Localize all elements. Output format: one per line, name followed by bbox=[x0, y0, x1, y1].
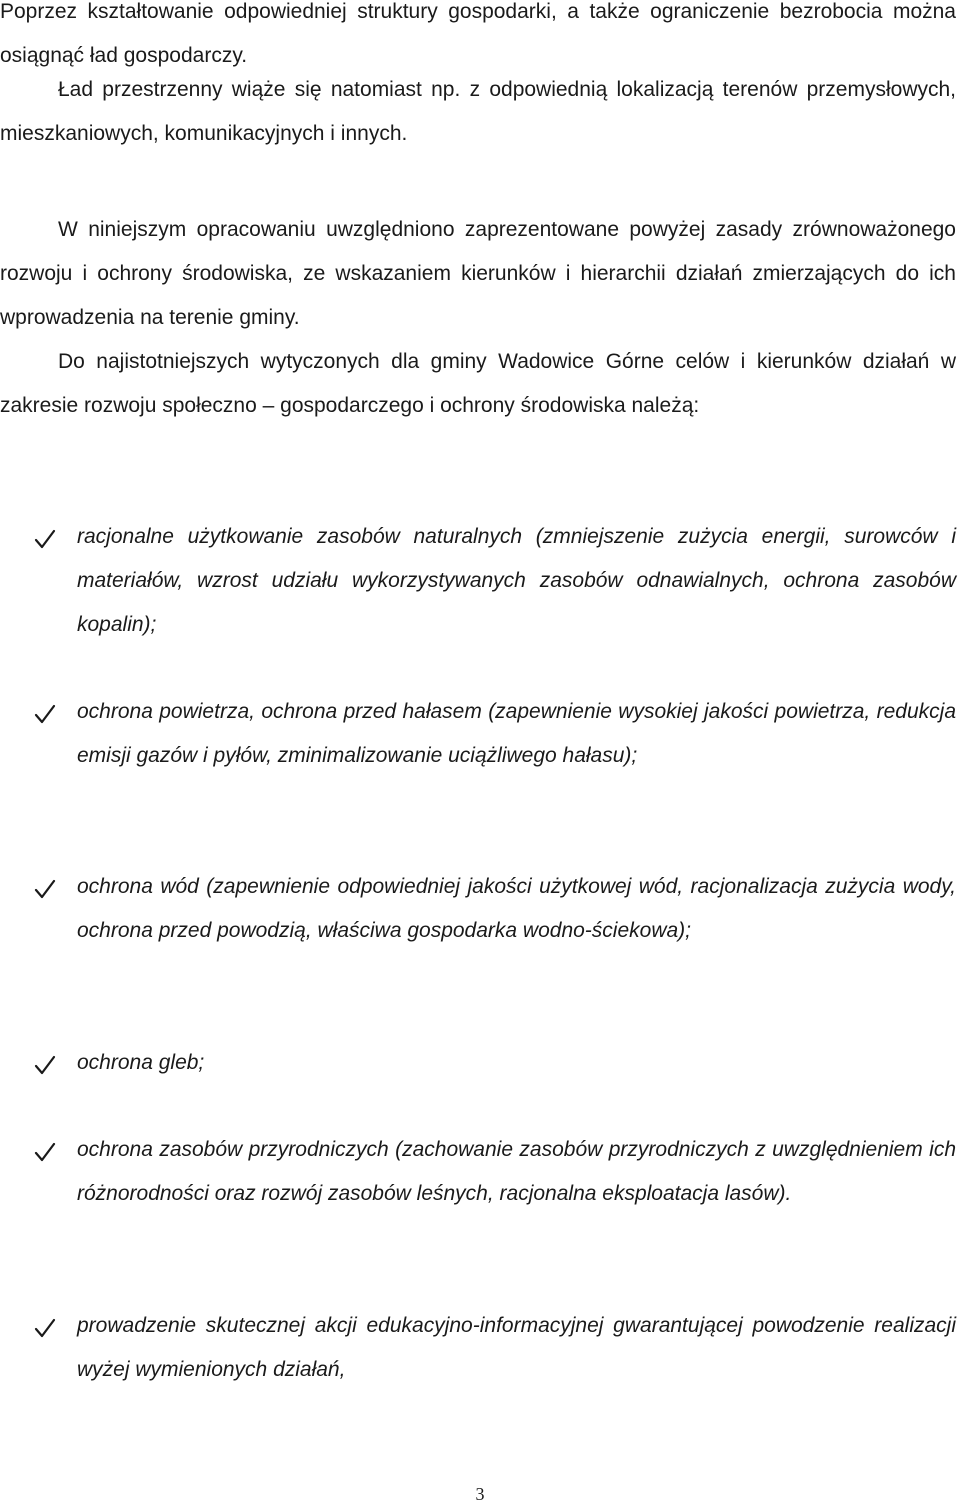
goal-list-item bbox=[0, 1304, 956, 1392]
goal-text: ochrona gleb; bbox=[77, 1051, 205, 1074]
paragraph-study-scope: W niniejszym opracowaniu uwzględniono zaprezentowane powyżej zasady zrównoważonego rozwoju i ochrony środowiska, ze wskazaniem kierunków i hierarchii działań zmierzających do ich wprowadzenia na terenie gminy. bbox=[0, 218, 956, 329]
paragraph-economic-order: Poprzez kształtowanie odpowiedniej struktury gospodarki, a także ograniczenie bezrobocia można osiągnąć ład gospodarczy. bbox=[0, 0, 956, 67]
page-number: 3 bbox=[475, 1484, 485, 1504]
goal-list-item bbox=[0, 1128, 956, 1216]
goal-list-item bbox=[0, 865, 956, 953]
goal-list-item bbox=[0, 690, 956, 778]
goal-list-item bbox=[0, 515, 956, 647]
checkmark-icon bbox=[34, 528, 56, 550]
checkmark-icon bbox=[34, 1141, 56, 1163]
checkmark-icon bbox=[34, 878, 56, 900]
goal-text: ochrona powietrza, ochrona przed hałasem (zapewnienie wysokiej jakości powietrza, redukcja emisji gazów i pyłów, zminimalizowanie uciążliwego hałasu); bbox=[77, 700, 956, 767]
checkmark-icon bbox=[34, 703, 56, 725]
goal-text: ochrona zasobów przyrodniczych (zachowanie zasobów przyrodniczych z uwzględnieniem ich różnorodności oraz rozwój zasobów leśnych, racjonalna eksploatacja lasów). bbox=[77, 1138, 956, 1205]
paragraph-spatial-order: Ład przestrzenny wiąże się natomiast np. z odpowiednią lokalizacją terenów przemysłowych, mieszkaniowych, komunikacyjnych i innych. bbox=[0, 78, 956, 145]
goal-text: racjonalne użytkowanie zasobów naturalnych (zmniejszenie zużycia energii, surowców i materiałów, wzrost udziału wykorzystywanych zasobów odnawialnych, ochrona zasobów kopalin); bbox=[77, 525, 956, 636]
goal-text: prowadzenie skutecznej akcji edukacyjno-informacyjnej gwarantującej powodzenie realizacji wyżej wymienionych działań, bbox=[77, 1314, 956, 1381]
goal-text: ochrona wód (zapewnienie odpowiedniej jakości użytkowej wód, racjonalizacja zużycia wody, ochrona przed powodzią, właściwa gospodarka wodno-ściekowa); bbox=[77, 875, 956, 942]
checkmark-icon bbox=[34, 1317, 56, 1339]
paragraph-goals-intro: Do najistotniejszych wytyczonych dla gminy Wadowice Górne celów i kierunków działań w zakresie rozwoju społeczno – gospodarczego i ochrony środowiska należą: bbox=[0, 350, 956, 417]
goal-list-item bbox=[0, 1041, 956, 1085]
checkmark-icon bbox=[34, 1054, 56, 1076]
